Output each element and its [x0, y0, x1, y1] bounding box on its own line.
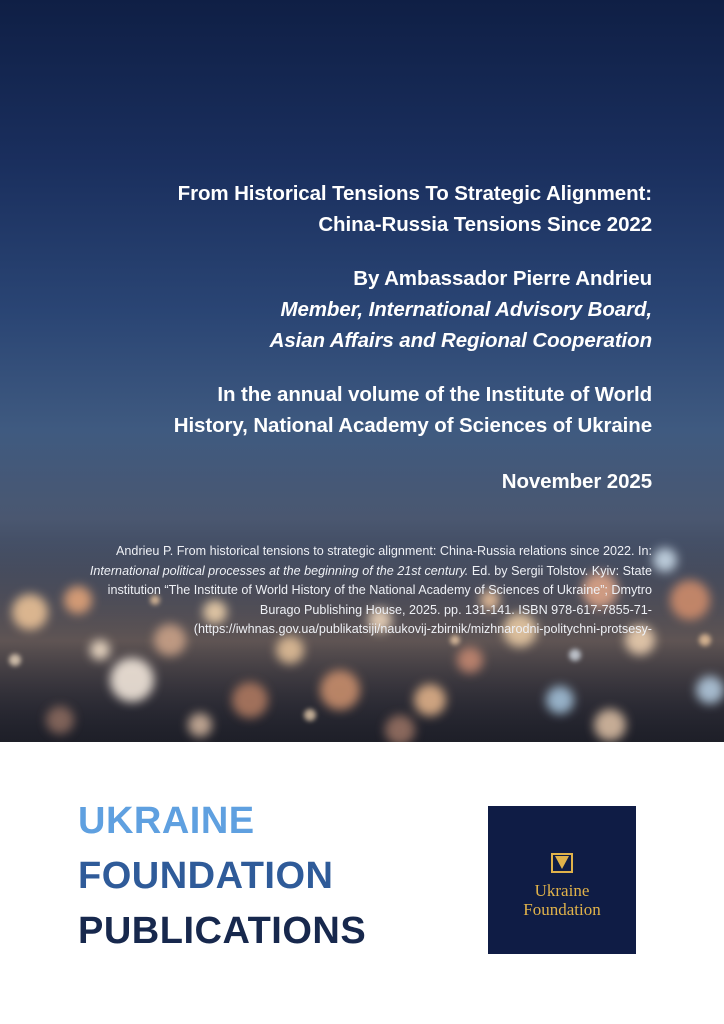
brand-wordmark — [78, 794, 366, 959]
logo-line-2: Foundation — [523, 900, 601, 919]
ukraine-foundation-logo — [488, 806, 636, 954]
cover-text — [32, 178, 652, 497]
brand-line-ukraine: UKRAINE — [78, 800, 255, 842]
logo-wordmark — [488, 881, 636, 919]
venue-line-2: History, National Academy of Sciences of Ukraine — [173, 414, 652, 437]
publication-date: November 2025 — [501, 470, 652, 493]
author: By Ambassador Pierre Andrieu — [353, 267, 652, 290]
venue-line-1: In the annual volume of the Institute of World — [217, 383, 652, 406]
citation-text-1: Andrieu P. From historical tensions to strategic alignment: China-Russia relations since 2022. In: — [116, 544, 652, 558]
shield-v-icon — [550, 852, 574, 876]
brand-line-publications: PUBLICATIONS — [78, 910, 367, 952]
logo-line-1: Ukraine — [534, 881, 590, 900]
citation-text-2: Ed. by Sergii Tolstov. Kyiv: State institution “The Institute of World History of the National Academy of Sciences of Ukraine”; Dmytro Burago Publishing House, 2025. pp. 131-141. ISBN 978-617-7855-71- — [107, 563, 652, 617]
author-role-line-2: Asian Affairs and Regional Cooperation — [269, 329, 652, 352]
citation-url: (https://iwhnas.gov.ua/publikatsiji/naukovij-zbirnik/mizhnarodni-politychni-protsesy- — [193, 622, 652, 636]
author-role-line-1: Member, International Advisory Board, — [280, 298, 652, 321]
title-line-1: From Historical Tensions To Strategic Alignment: — [177, 182, 652, 205]
title-line-2: China-Russia Tensions Since 2022 — [318, 213, 652, 236]
brand-line-foundation: FOUNDATION — [78, 855, 334, 897]
citation-book-title: International political processes at the beginning of the 21st century. — [89, 563, 469, 578]
citation — [82, 542, 652, 640]
